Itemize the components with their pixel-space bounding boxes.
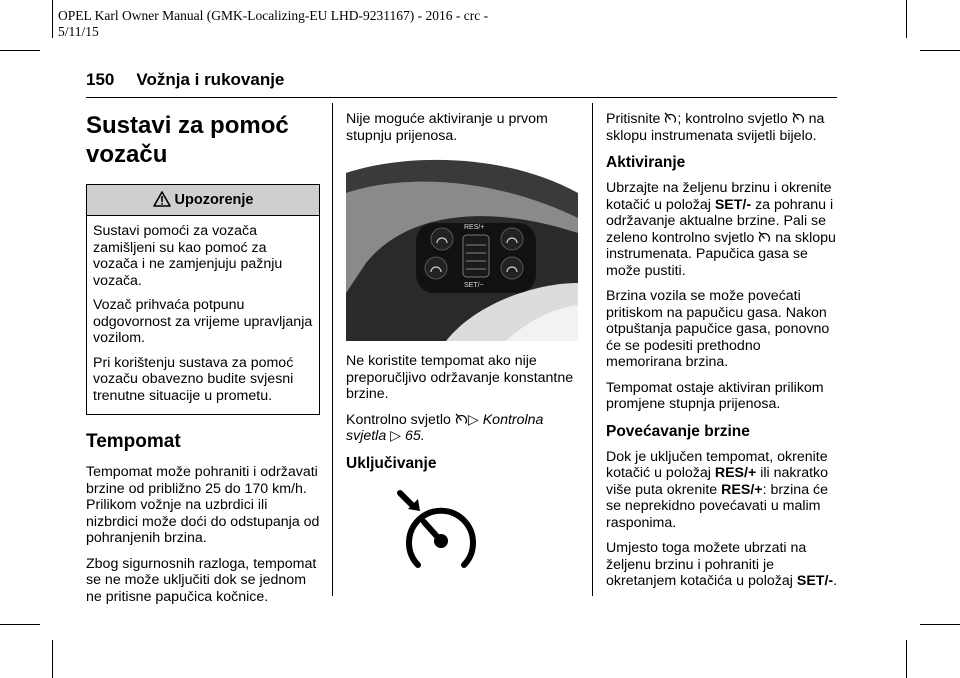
res-label: RES/+: [464, 224, 485, 231]
column-divider: [332, 103, 333, 596]
control-position: RES/+: [721, 481, 763, 498]
text-span: na sklopu instrumenata. Papučica gasa se može pustiti.: [606, 229, 836, 279]
paragraph: Ne koristite tempomat ako nije preporučljivo održavanje konstantne brzine.: [346, 353, 574, 402]
paragraph: [606, 540, 840, 590]
text-span: Umjesto toga možete ubrzati na željenu brzinu i pohraniti je okretanjem kotačića u položaj: [606, 540, 807, 589]
text-span: Kontrolno svjetlo: [346, 411, 451, 428]
cruise-control-icon: [758, 231, 771, 244]
meta-date: 5/11/15: [58, 24, 99, 39]
cross-reference-arrow: ▷: [467, 411, 479, 428]
warning-title: Upozorenje: [174, 192, 254, 208]
aktiviranje-heading: Aktiviranje: [606, 154, 686, 171]
paragraph: Zbog sigurnosnih razloga, tempomat se ne može uključiti dok se jednom ne pritisne papučica kočnice.: [86, 555, 317, 605]
paragraph: [606, 111, 840, 144]
warning-body: [87, 216, 319, 414]
crop-mark: [52, 640, 53, 678]
page-number: 150: [86, 70, 115, 89]
control-position: RES/+: [714, 465, 757, 481]
tempomat-heading: Tempomat: [86, 431, 181, 452]
text-span: ili nakratko više puta okrenite: [606, 465, 829, 498]
cross-reference-link[interactable]: Kontrolna svjetla: [346, 411, 544, 444]
control-position: SET/-: [796, 573, 834, 589]
text-span: na sklopu instrumenata svijetli bijelo.: [606, 111, 825, 144]
warning-header: [87, 185, 319, 216]
cross-reference-page[interactable]: 65.: [405, 428, 425, 444]
paragraph: Tempomat može pohraniti i održavati brzine od približno 25 do 170 km/h. Prilikom vožnje na uzbrdici ili nizbrdici može doći do odstupanja od pohranjenih brzina.: [86, 464, 320, 546]
warning-paragraph: Vozač prihvaća potpunu odgovornost za vrijeme upravljanja vozilom.: [93, 297, 313, 346]
cross-reference-arrow: ▷: [390, 428, 402, 444]
column-1: [86, 111, 320, 614]
paragraph: [606, 449, 840, 532]
column-divider: [592, 103, 593, 596]
text-span: .: [833, 573, 838, 589]
crop-mark: [0, 624, 40, 625]
paragraph: [606, 180, 840, 279]
cruise-control-symbol-icon: [396, 489, 486, 575]
crop-mark: [920, 624, 960, 625]
set-label: SET/−: [464, 282, 484, 289]
crop-mark: [0, 50, 40, 51]
warning-paragraph: Sustavi pomoći za vozača zamišljeni su kao pomoć za vozača i ne zamjenjuju pažnju vozača.: [93, 223, 283, 289]
ukljucivanje-heading: Uključivanje: [346, 454, 437, 472]
crop-mark: [920, 50, 960, 51]
page-title: Sustavi za pomoć vozaču: [86, 112, 289, 168]
crop-mark: [906, 640, 907, 678]
text-span: : brzina će se neprekidno povećavati u malim rasponima.: [606, 481, 829, 531]
warning-triangle-icon: [153, 191, 171, 207]
steering-wheel-controls-image: [346, 153, 578, 341]
crop-mark: [52, 0, 53, 38]
paragraph: Nije moguće aktiviranje u prvom stupnju prijenosa.: [346, 111, 548, 144]
crop-mark: [906, 0, 907, 38]
control-position: SET/-: [714, 196, 752, 213]
paragraph: Tempomat ostaje aktiviran prilikom promjene stupnja prijenosa.: [606, 379, 824, 412]
document-meta: [58, 8, 498, 40]
warning-paragraph: Pri korištenju sustava za pomoć vozaču obavezno budite svjesni trenutne situacije u prometu.: [93, 354, 294, 404]
povecavanje-heading: Povećavanje brzine: [606, 422, 750, 440]
paragraph: [346, 412, 578, 445]
text-span: Dok je uključen tempomat, okrenite kotačić u položaj: [606, 448, 828, 481]
text-span: Pritisnite: [606, 111, 661, 127]
running-head: [86, 70, 284, 90]
section-title: Vožnja i rukovanje: [136, 70, 285, 89]
paragraph: Brzina vozila se može povećati pritiskom na papučicu gasa. Nakon otpuštanja papučice gasa, ponovno će se podesiti prethodno memorirana brzina.: [606, 288, 830, 370]
text-span: za pohranu i održavanje aktualne brzine. Pali se zeleno kontrolno svjetlo: [606, 196, 834, 246]
text-span: Ubrzajte na željenu brzinu i okrenite kotačić u položaj: [606, 180, 832, 213]
cruise-control-icon: [792, 112, 805, 125]
warning-box: [86, 184, 320, 415]
text-span: ; kontrolno svjetlo: [677, 111, 788, 127]
meta-line: OPEL Karl Owner Manual (GMK-Localizing-EU LHD-9231167) - 2016 - crc -: [58, 8, 489, 23]
cruise-control-icon: [664, 112, 677, 125]
column-3: [606, 111, 840, 599]
header-rule: [86, 97, 837, 98]
column-2: [346, 111, 578, 575]
cruise-control-icon: [455, 413, 468, 426]
